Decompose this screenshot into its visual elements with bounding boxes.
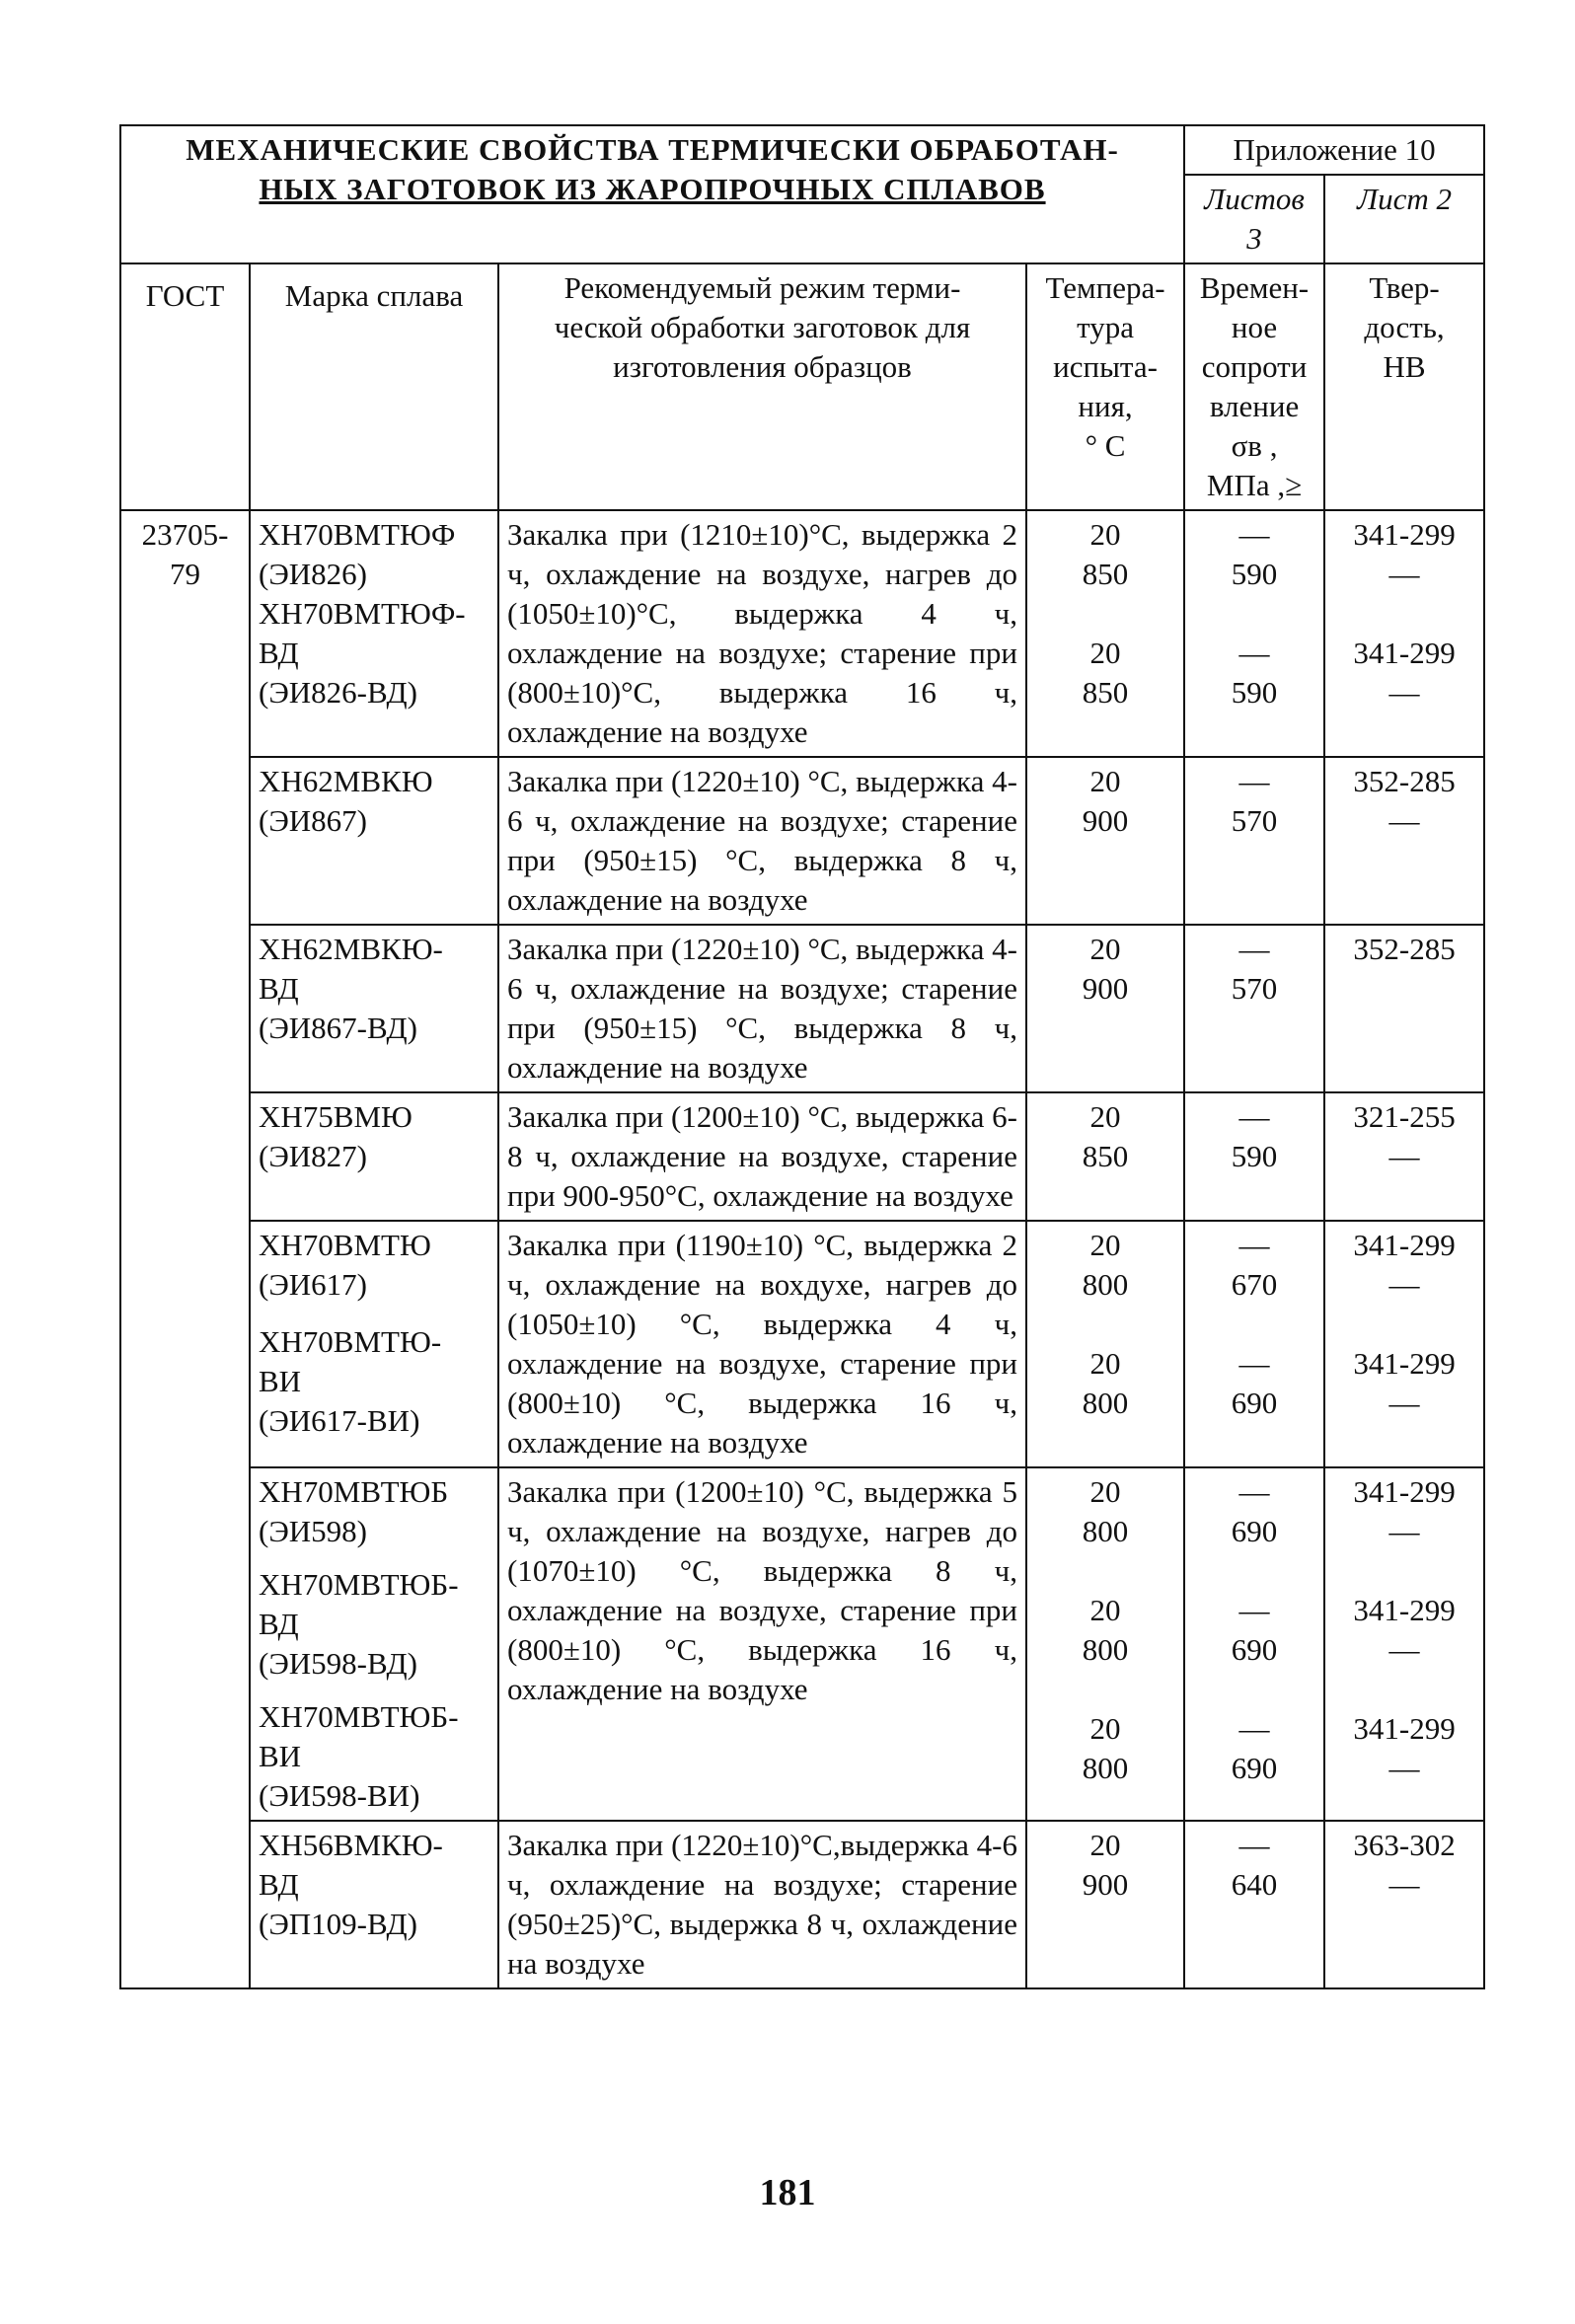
hardness-cell: 341-299 — 341-299 —: [1324, 1221, 1484, 1467]
strength-cell: — 690 — 690 — 690: [1184, 1467, 1324, 1821]
table-row: [120, 1821, 1484, 1988]
mode-cell: Закалка при (1210±10)°С, выдержка 2 ч, охлаждение на воздухе, нагрев до (1050±10)°С, выдержка 4 ч, охлаждение на воздухе; старение при (800±10)°С, выдержка 16 ч, охлаждение на воздухе: [498, 510, 1026, 757]
strength-cell: — 640: [1184, 1821, 1324, 1988]
temperature-cell: 20 900: [1026, 1821, 1184, 1988]
grade-cell: ХН75ВМЮ (ЭИ827): [250, 1092, 498, 1221]
table-title: [120, 125, 1184, 263]
strength-cell: — 670 — 690: [1184, 1221, 1324, 1467]
hardness-cell: 321-255 —: [1324, 1092, 1484, 1221]
table-row: [120, 1467, 1484, 1821]
table-row: [120, 1092, 1484, 1221]
properties-table: [119, 124, 1485, 1989]
strength-cell: — 570: [1184, 757, 1324, 925]
temperature-cell: 20 850 20 850: [1026, 510, 1184, 757]
sheet-number: Лист 2: [1324, 175, 1484, 263]
table-row: [120, 510, 1484, 757]
grade-cell: ХН62МВКЮ- ВД (ЭИ867-ВД): [250, 925, 498, 1092]
grade-cell: ХН70МВТЮБ (ЭИ598) ХН70МВТЮБ- ВД (ЭИ598-ВД) ХН70МВТЮБ- ВИ (ЭИ598-ВИ): [250, 1467, 498, 1821]
page-number: 181: [759, 2172, 816, 2213]
grade-cell: ХН70ВМТЮ (ЭИ617) ХН70ВМТЮ- ВИ (ЭИ617-ВИ): [250, 1221, 498, 1467]
hardness-cell: 341-299 — 341-299 — 341-299 —: [1324, 1467, 1484, 1821]
mode-cell: Закалка при (1200±10) °С, выдержка 5 ч, охлаждение на воздухе, нагрев до (1070±10) °С, выдержка 8 ч, охлаждение на воздухе, старение при (800±10) °С, выдержка 16 ч, охлаждение на воздухе: [498, 1467, 1026, 1821]
hardness-cell: 363-302 —: [1324, 1821, 1484, 1988]
hardness-cell: 341-299 — 341-299 —: [1324, 510, 1484, 757]
title-row-1: [120, 125, 1484, 175]
gost-cell: 23705- 79: [120, 510, 250, 1988]
grade-cell: ХН62МВКЮ (ЭИ867): [250, 757, 498, 925]
header-grade: Марка сплава: [250, 263, 498, 510]
column-header-row: [120, 263, 1484, 510]
temperature-cell: 20 900: [1026, 925, 1184, 1092]
hardness-cell: 352-285: [1324, 925, 1484, 1092]
title-line-1: МЕХАНИЧЕСКИЕ СВОЙСТВА ТЕРМИЧЕСКИ ОБРАБОТАН-: [186, 132, 1119, 167]
mode-cell: Закалка при (1220±10)°С,выдержка 4-6 ч, охлаждение на воздухе; старение (950±25)°С, выдержка 8 ч, охлаждение на воздухе: [498, 1821, 1026, 1988]
grade-cell: ХН56ВМКЮ- ВД (ЭП109-ВД): [250, 1821, 498, 1988]
header-strength: Времен- ное сопроти вление σв , МПа ,≥: [1184, 263, 1324, 510]
temperature-cell: 20 900: [1026, 757, 1184, 925]
table-row: [120, 757, 1484, 925]
strength-cell: — 590: [1184, 1092, 1324, 1221]
appendix-label: Приложение 10: [1184, 125, 1484, 175]
table-row: [120, 925, 1484, 1092]
mode-cell: Закалка при (1190±10) °С, выдержка 2 ч, охлаждение на вохдухе, нагрев до (1050±10) °С, выдержка 4 ч, охлаждение на воздухе, старение при (800±10) °С, выдержка 16 ч, охлаждение на воздухе: [498, 1221, 1026, 1467]
header-temperature: Темпера- тура испыта- ния, ° С: [1026, 263, 1184, 510]
temperature-cell: 20 800 20 800 20 800: [1026, 1467, 1184, 1821]
mode-cell: Закалка при (1200±10) °С, выдержка 6-8 ч, охлаждение на воздухе, старение при 900-950°С, охлаждение на воздухе: [498, 1092, 1026, 1221]
hardness-cell: 352-285 —: [1324, 757, 1484, 925]
grade-cell: ХН70ВМТЮФ (ЭИ826) ХН70ВМТЮФ- ВД (ЭИ826-ВД): [250, 510, 498, 757]
mode-cell: Закалка при (1220±10) °С, выдержка 4-6 ч, охлаждение на воздухе; старение при (950±15) °С, выдержка 8 ч, охлаждение на воздухе: [498, 925, 1026, 1092]
strength-cell: — 590 — 590: [1184, 510, 1324, 757]
table-row: [120, 1221, 1484, 1467]
title-line-2: НЫХ ЗАГОТОВОК ИЗ ЖАРОПРОЧНЫХ СПЛАВОВ: [259, 172, 1046, 206]
temperature-cell: 20 850: [1026, 1092, 1184, 1221]
mode-cell: Закалка при (1220±10) °С, выдержка 4-6 ч, охлаждение на воздухе; старение при (950±15) °С, выдержка 8 ч, охлаждение на воздухе: [498, 757, 1026, 925]
strength-cell: — 570: [1184, 925, 1324, 1092]
header-mode: Рекомендуемый режим терми- ческой обработки заготовок для изготовления образцов: [498, 263, 1026, 510]
temperature-cell: 20 800 20 800: [1026, 1221, 1184, 1467]
header-hardness: Твер- дость, НВ: [1324, 263, 1484, 510]
sheets-total: Листов 3: [1184, 175, 1324, 263]
header-gost: ГОСТ: [120, 263, 250, 510]
